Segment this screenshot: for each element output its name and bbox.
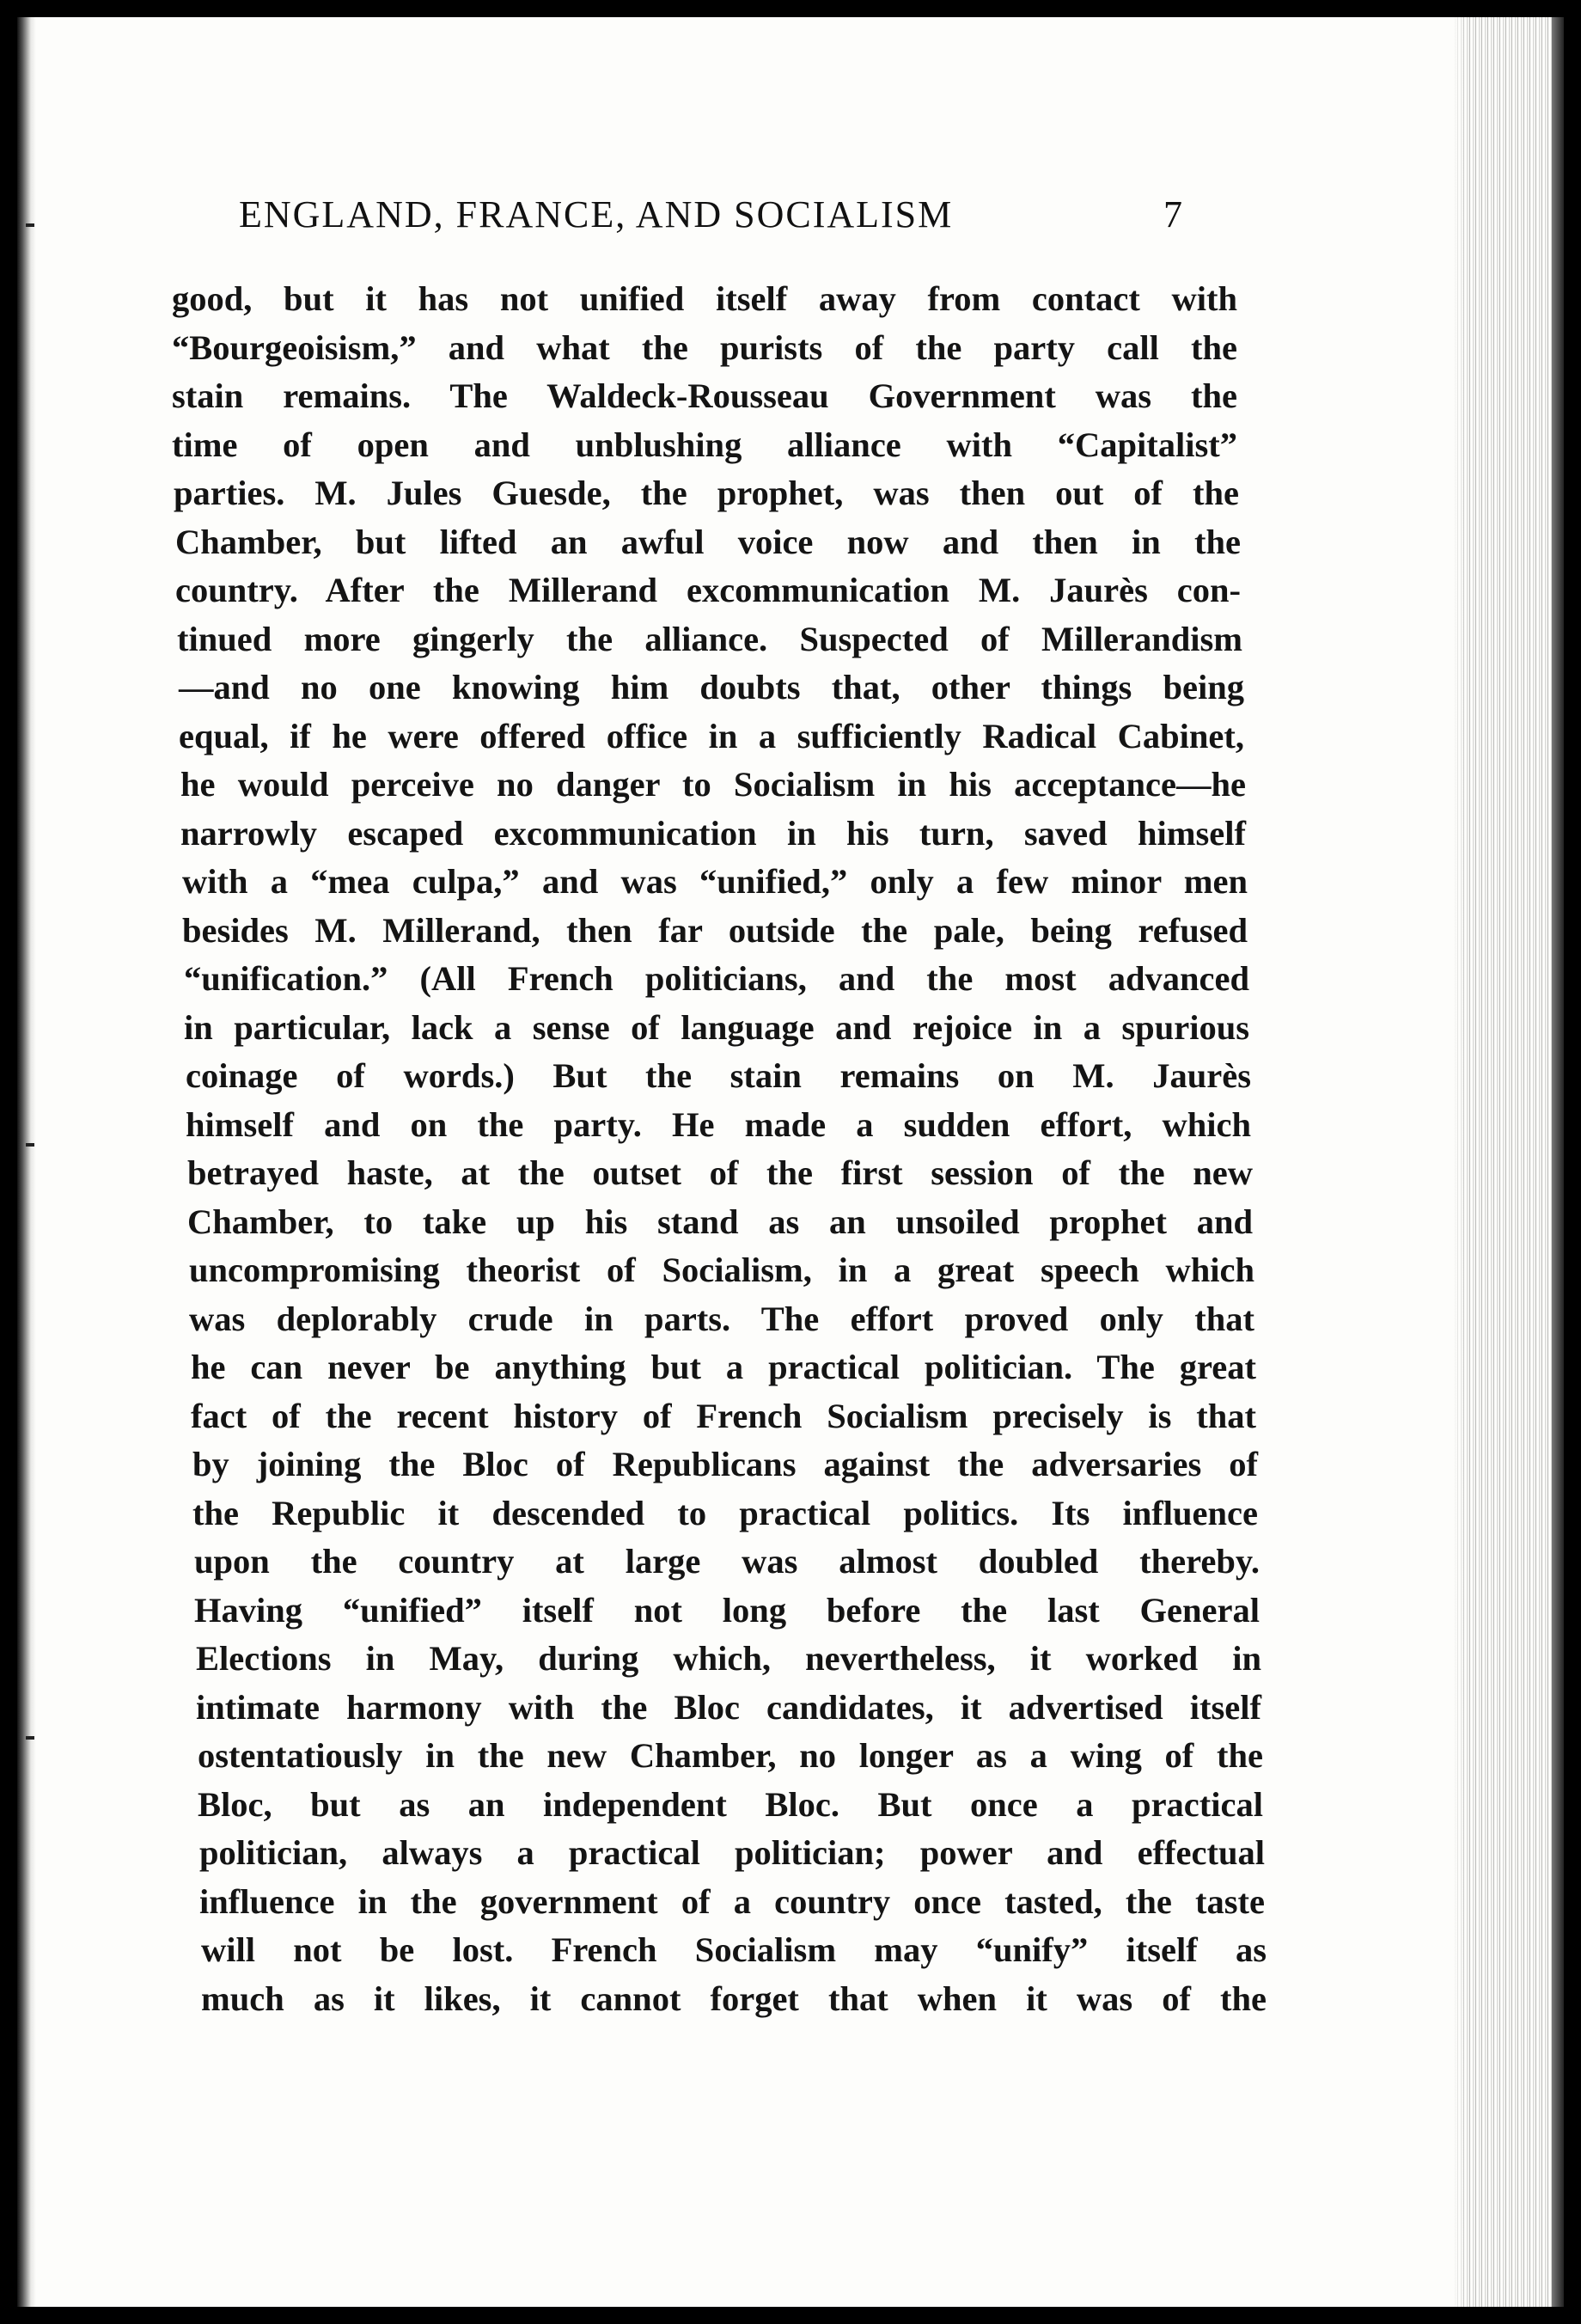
text-line: influence in the government of a country once tasted, the taste	[199, 1881, 1265, 1921]
text-line: will not be lost. French Socialism may “unify” itself as	[201, 1930, 1267, 1969]
text-line: he can never be anything but a practical politician. The great	[191, 1348, 1256, 1386]
text-line: “unification.” (All French politicians, and the most advanced	[184, 959, 1249, 998]
text-line: Elections in May, during which, nevertheless, it worked in	[196, 1639, 1261, 1678]
text-line: ostentatiously in the new Chamber, no longer as a wing of the	[198, 1736, 1263, 1775]
text-line: Chamber, but lifted an awful voice now and then in the	[175, 522, 1241, 561]
text-line: intimate harmony with the Bloc candidates, it advertised itself	[196, 1687, 1261, 1727]
running-head: ENGLAND, FRANCE, AND SOCIALISM	[239, 193, 954, 235]
text-line: time of open and unblushing alliance with “Capitalist”	[172, 425, 1237, 464]
text-line: was deplorably crude in parts. The effort proved only that	[189, 1299, 1254, 1338]
text-line: Chamber, to take up his stand as an unsoiled prophet and	[187, 1202, 1253, 1241]
binding-gutter	[17, 17, 36, 2307]
text-line: Bloc, but as an independent Bloc. But once a practical	[198, 1784, 1263, 1824]
text-line: parties. M. Jules Guesde, the prophet, was then out of the	[174, 474, 1239, 512]
text-line: coinage of words.) But the stain remains on M. Jaurès	[186, 1056, 1251, 1095]
text-line: stain remains. The Waldeck-Rousseau Government was the	[172, 376, 1237, 415]
text-line: betrayed haste, at the outset of the first session of the new	[187, 1153, 1253, 1192]
text-line: much as it likes, it cannot forget that when it was of the	[201, 1978, 1267, 2018]
text-line: narrowly escaped excommunication in his turn, saved himself	[180, 813, 1246, 853]
book-page	[17, 17, 1564, 2307]
text-line: Having “unified” itself not long before the last General	[194, 1590, 1260, 1630]
text-line: he would perceive no danger to Socialism in his acceptance—he	[180, 765, 1246, 804]
text-line: upon the country at large was almost doubled thereby.	[194, 1542, 1260, 1581]
page-header	[239, 193, 1184, 261]
text-line: tinued more gingerly the alliance. Suspected of Millerandism	[177, 619, 1242, 658]
text-line: with a “mea culpa,” and was “unified,” only a few minor men	[182, 862, 1248, 901]
text-line: in particular, lack a sense of language and rejoice in a spurious	[184, 1007, 1249, 1047]
page-number: 7	[1163, 193, 1184, 235]
text-line: the Republic it descended to practical politics. Its influence	[192, 1493, 1258, 1532]
text-line: “Bourgeoisism,” and what the purists of the party call the	[172, 327, 1237, 367]
text-line: besides M. Millerand, then far outside the pale, being refused	[182, 910, 1248, 950]
text-line: himself and on the party. He made a sudden effort, which	[186, 1104, 1251, 1144]
gutter-mark	[26, 1736, 34, 1740]
text-line: —and no one knowing him doubts that, other things being	[179, 668, 1244, 706]
text-line: uncompromising theorist of Socialism, in a great speech which	[189, 1251, 1254, 1289]
text-line: country. After the Millerand excommunication M. Jaurès con-	[175, 571, 1241, 609]
text-line: by joining the Bloc of Republicans against the adversaries of	[192, 1445, 1258, 1483]
text-line: equal, if he were offered office in a sufficiently Radical Cabinet,	[179, 716, 1244, 755]
body-text	[172, 275, 1267, 2023]
text-line: good, but it has not unified itself away from contact with	[172, 279, 1237, 318]
gutter-mark	[26, 223, 34, 227]
text-line: politician, always a practical politician; power and effectual	[199, 1833, 1265, 1872]
page-edges-stack	[1452, 17, 1564, 2307]
text-line: fact of the recent history of French Socialism precisely is that	[191, 1396, 1256, 1435]
gutter-mark	[26, 1143, 34, 1147]
